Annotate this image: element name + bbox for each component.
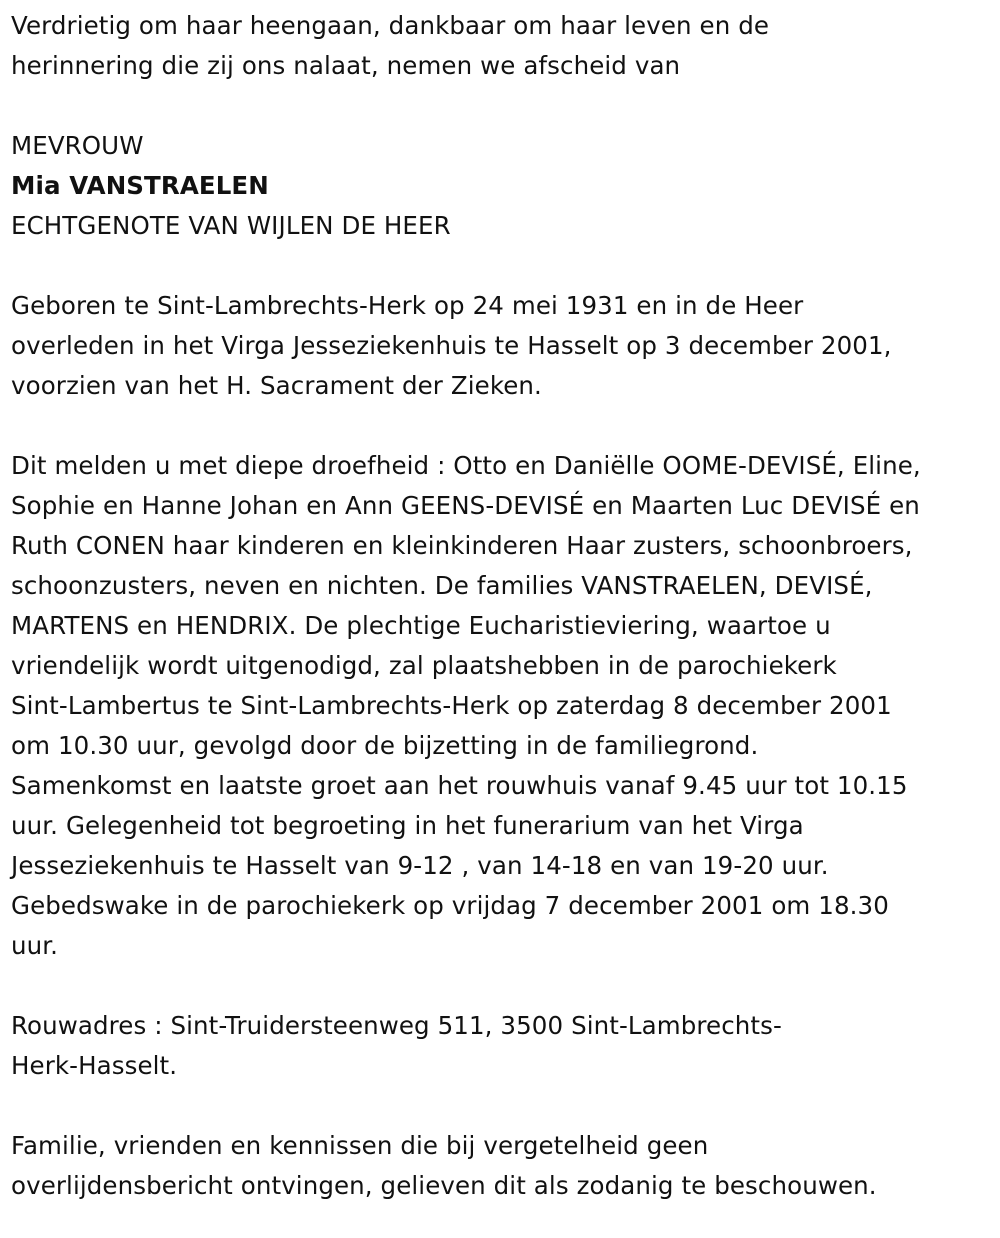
announcement-line: uur. Gelegenheid tot begroeting in het funerarium van het Virga xyxy=(11,811,804,840)
announcement-line: Sophie en Hanne Johan en Ann GEENS-DEVISÉ en Maarten Luc DEVISÉ en xyxy=(11,491,920,520)
announcement-line: Jesseziekenhuis te Hasselt van 9-12 , van 14-18 en van 19-20 uur. xyxy=(11,851,829,880)
address-line: Rouwadres : Sint-Truidersteenweg 511, 3500 Sint-Lambrechts- xyxy=(11,1011,782,1040)
intro-paragraph xyxy=(11,6,993,86)
spouse-line: ECHTGENOTE VAN WIJLEN DE HEER xyxy=(11,211,451,240)
paragraph-gap xyxy=(11,246,993,286)
deceased-heading xyxy=(11,126,993,246)
closing-line: overlijdensbericht ontvingen, gelieven dit als zodanig te beschouwen. xyxy=(11,1171,877,1200)
announcement-line: Dit melden u met diepe droefheid : Otto en Daniëlle OOME-DEVISÉ, Eline, xyxy=(11,451,921,480)
intro-line: herinnering die zij ons nalaat, nemen we afscheid van xyxy=(11,51,681,80)
deceased-name: Mia VANSTRAELEN xyxy=(11,171,269,200)
announcement-line: Gebedswake in de parochiekerk op vrijdag 7 december 2001 om 18.30 xyxy=(11,891,889,920)
birth-death-paragraph xyxy=(11,286,993,406)
announcement-line: vriendelijk wordt uitgenodigd, zal plaatshebben in de parochiekerk xyxy=(11,651,837,680)
announcement-line: Ruth CONEN haar kinderen en kleinkinderen Haar zusters, schoonbroers, xyxy=(11,531,913,560)
paragraph-gap xyxy=(11,86,993,126)
paragraph-gap xyxy=(11,406,993,446)
paragraph-gap xyxy=(11,966,993,1006)
announcement-line: Sint-Lambertus te Sint-Lambrechts-Herk op zaterdag 8 december 2001 xyxy=(11,691,892,720)
address-line: Herk-Hasselt. xyxy=(11,1051,178,1080)
announcement-line: Samenkomst en laatste groet aan het rouwhuis vanaf 9.45 uur tot 10.15 xyxy=(11,771,908,800)
announcement-line: MARTENS en HENDRIX. De plechtige Eucharistieviering, waartoe u xyxy=(11,611,831,640)
birth-death-line: overleden in het Virga Jesseziekenhuis te Hasselt op 3 december 2001, xyxy=(11,331,892,360)
paragraph-gap xyxy=(11,1086,993,1126)
birth-death-line: Geboren te Sint-Lambrechts-Herk op 24 mei 1931 en in de Heer xyxy=(11,291,804,320)
salutation: MEVROUW xyxy=(11,131,144,160)
announcement-paragraph xyxy=(11,446,993,966)
announcement-line: schoonzusters, neven en nichten. De families VANSTRAELEN, DEVISÉ, xyxy=(11,571,873,600)
address-paragraph xyxy=(11,1006,993,1086)
closing-line: Familie, vrienden en kennissen die bij vergetelheid geen xyxy=(11,1131,709,1160)
intro-line: Verdrietig om haar heengaan, dankbaar om haar leven en de xyxy=(11,11,770,40)
birth-death-line: voorzien van het H. Sacrament der Zieken. xyxy=(11,371,542,400)
obituary-document xyxy=(11,6,993,1206)
announcement-line: om 10.30 uur, gevolgd door de bijzetting in de familiegrond. xyxy=(11,731,759,760)
closing-paragraph xyxy=(11,1126,993,1206)
announcement-line: uur. xyxy=(11,931,59,960)
